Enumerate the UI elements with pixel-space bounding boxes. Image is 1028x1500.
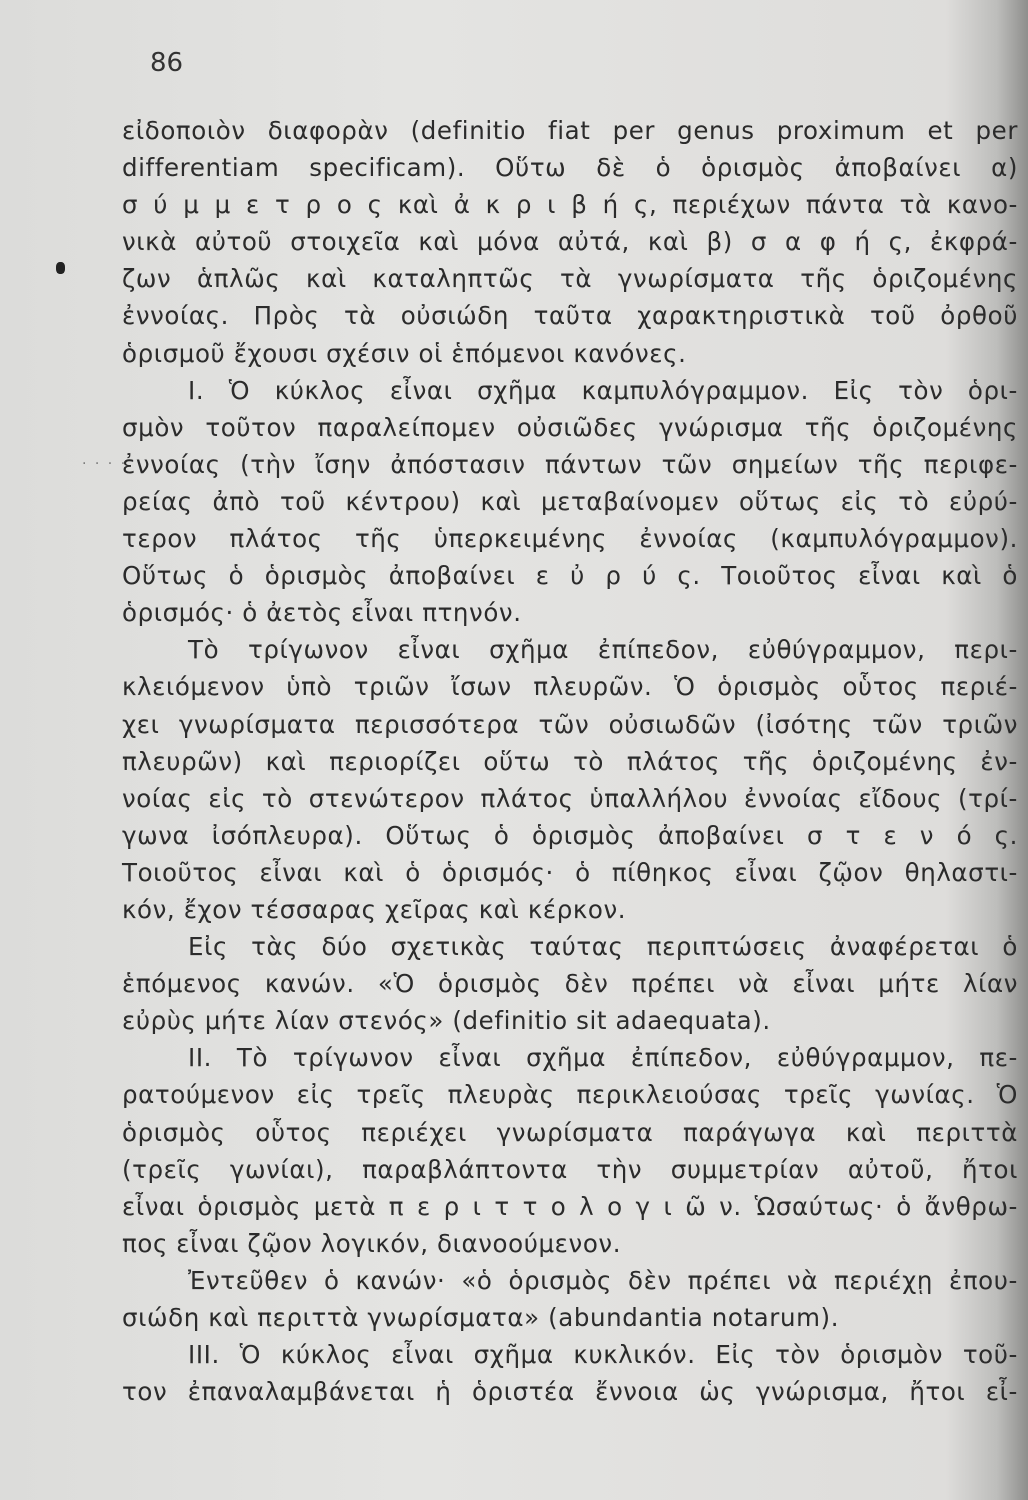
text-line: Τὸ τρίγωνον εἶναι σχῆμα ἐπίπεδον, εὐθύγραμμον, περι-	[188, 635, 1018, 665]
text-line: ὁρισμὸς οὗτος περιέχει γνωρίσματα παράγωγα καὶ περιττὰ	[122, 1117, 1018, 1147]
text-line: εἰδοποιὸν διαφορὰν (definitio fiat per genus proximum et per	[122, 116, 1018, 145]
text-line: Τοιοῦτος εἶναι καὶ ὁ ὁρισμός· ὁ πίθηκος εἶναι ζῷον θηλαστι-	[122, 857, 1018, 887]
text-line: πλευρῶν) καὶ περιορίζει οὕτω τὸ πλάτος τῆς ὁριζομένης ἐν-	[122, 746, 1018, 776]
text-line: differentiam specificam). Οὕτω δὲ ὁ ὁρισμὸς ἀποβαίνει α)	[122, 153, 1018, 183]
text-line: πος εἶναι ζῷον λογικόν, διανοούμενον.	[122, 1228, 622, 1258]
text-line: ζων ἁπλῶς καὶ καταληπτῶς τὰ γνωρίσματα τῆς ὁριζομένης	[122, 264, 1018, 294]
text-line: ἑπόμενος κανών. «Ὁ ὁρισμὸς δὲν πρέπει νὰ εἶναι μήτε λίαν	[122, 969, 1018, 999]
text-line: εὐρὺς μήτε λίαν στενός» (definitio sit adaequata).	[122, 1006, 771, 1036]
text-line: σμὸν τοῦτον παραλείπομεν οὐσιῶδες γνώρισμα τῆς ὁριζομένης	[122, 412, 1018, 442]
text-line: Ι. Ὁ κύκλος εἶναι σχῆμα καμπυλόγραμμον. Εἰς τὸν ὁρι-	[188, 375, 1018, 405]
text-line: γωνα ἰσόπλευρα). Οὕτως ὁ ὁρισμὸς ἀποβαίνει σ τ ε ν ό ς.	[122, 820, 1018, 850]
text-line: ΙΙΙ. Ὁ κύκλος εἶναι σχῆμα κυκλικόν. Εἰς τὸν ὁρισμὸν τοῦ-	[188, 1340, 1018, 1370]
text-line: σ ύ μ μ ε τ ρ ο ς καὶ ἀ κ ρ ι β ή ς, περιέχων πάντα τὰ κανο-	[122, 190, 1018, 220]
text-line: εἶναι ὁρισμὸς μετὰ π ε ρ ι τ τ ο λ ο γ ι ῶ ν. Ὡσαύτως· ὁ ἄνθρω-	[122, 1191, 1018, 1221]
text-line: ὁρισμοῦ ἔχουσι σχέσιν οἱ ἑπόμενοι κανόνες.	[122, 338, 687, 368]
body-text	[122, 112, 1018, 1410]
text-line: τερον πλάτος τῆς ὑπερκειμένης ἐννοίας (καμπυλόγραμμον).	[122, 524, 1018, 554]
text-line: Ἐντεῦθεν ὁ κανών· «ὁ ὁρισμὸς δὲν πρέπει νὰ περιέχῃ ἐπου-	[188, 1265, 1018, 1295]
text-line: κλειόμενον ὑπὸ τριῶν ἴσων πλευρῶν. Ὁ ὁρισμὸς οὗτος περιέ-	[122, 672, 1018, 702]
margin-dotted-mark: . . . .	[82, 452, 128, 468]
text-line: (τρεῖς γωνίαι), παραβλάπτοντα τὴν συμμετρίαν αὐτοῦ, ἤτοι	[122, 1154, 1018, 1184]
text-line: ρατούμενον εἰς τρεῖς πλευρὰς περικλειούσας τρεῖς γωνίας. Ὁ	[122, 1080, 1018, 1110]
page-number: 86	[150, 48, 184, 78]
text-line: ρείας ἀπὸ τοῦ κέντρου) καὶ μεταβαίνομεν οὕτως εἰς τὸ εὐρύ-	[122, 486, 1018, 516]
text-line: ἐννοίας (τὴν ἴσην ἀπόστασιν πάντων τῶν σημείων τῆς περιφε-	[122, 449, 1018, 479]
text-line: νοίας εἰς τὸ στενώτερον πλάτος ὑπαλλήλου ἐννοίας εἴδους (τρί-	[122, 783, 1018, 813]
text-line: τον ἐπαναλαμβάνεται ἡ ὁριστέα ἔννοια ὡς γνώρισμα, ἤτοι εἶ-	[122, 1377, 1018, 1407]
margin-ink-mark	[56, 262, 65, 274]
text-line: Οὕτως ὁ ὁρισμὸς ἀποβαίνει ε ὐ ρ ύ ς. Τοιοῦτος εἶναι καὶ ὁ	[122, 561, 1018, 591]
text-line: ἐννοίας. Πρὸς τὰ οὐσιώδη ταῦτα χαρακτηριστικὰ τοῦ ὀρθοῦ	[122, 301, 1018, 331]
text-line: νικὰ αὐτοῦ στοιχεῖα καὶ μόνα αὐτά, καὶ β) σ α φ ή ς, ἐκφρά-	[122, 227, 1018, 257]
text-line: σιώδη καὶ περιττὰ γνωρίσματα» (abundantia notarum).	[122, 1303, 840, 1332]
text-line: Εἰς τὰς δύο σχετικὰς ταύτας περιπτώσεις ἀναφέρεται ὁ	[188, 932, 1018, 962]
text-line: κόν, ἔχον τέσσαρας χεῖρας καὶ κέρκον.	[122, 894, 627, 924]
text-line: χει γνωρίσματα περισσότερα τῶν οὐσιωδῶν (ἰσότης τῶν τριῶν	[122, 709, 1018, 739]
text-line: ὁρισμός· ὁ ἀετὸς εἶναι πτηνόν.	[122, 598, 522, 628]
text-line: ΙΙ. Τὸ τρίγωνον εἶναι σχῆμα ἐπίπεδον, εὐθύγραμμον, πε-	[188, 1043, 1018, 1073]
